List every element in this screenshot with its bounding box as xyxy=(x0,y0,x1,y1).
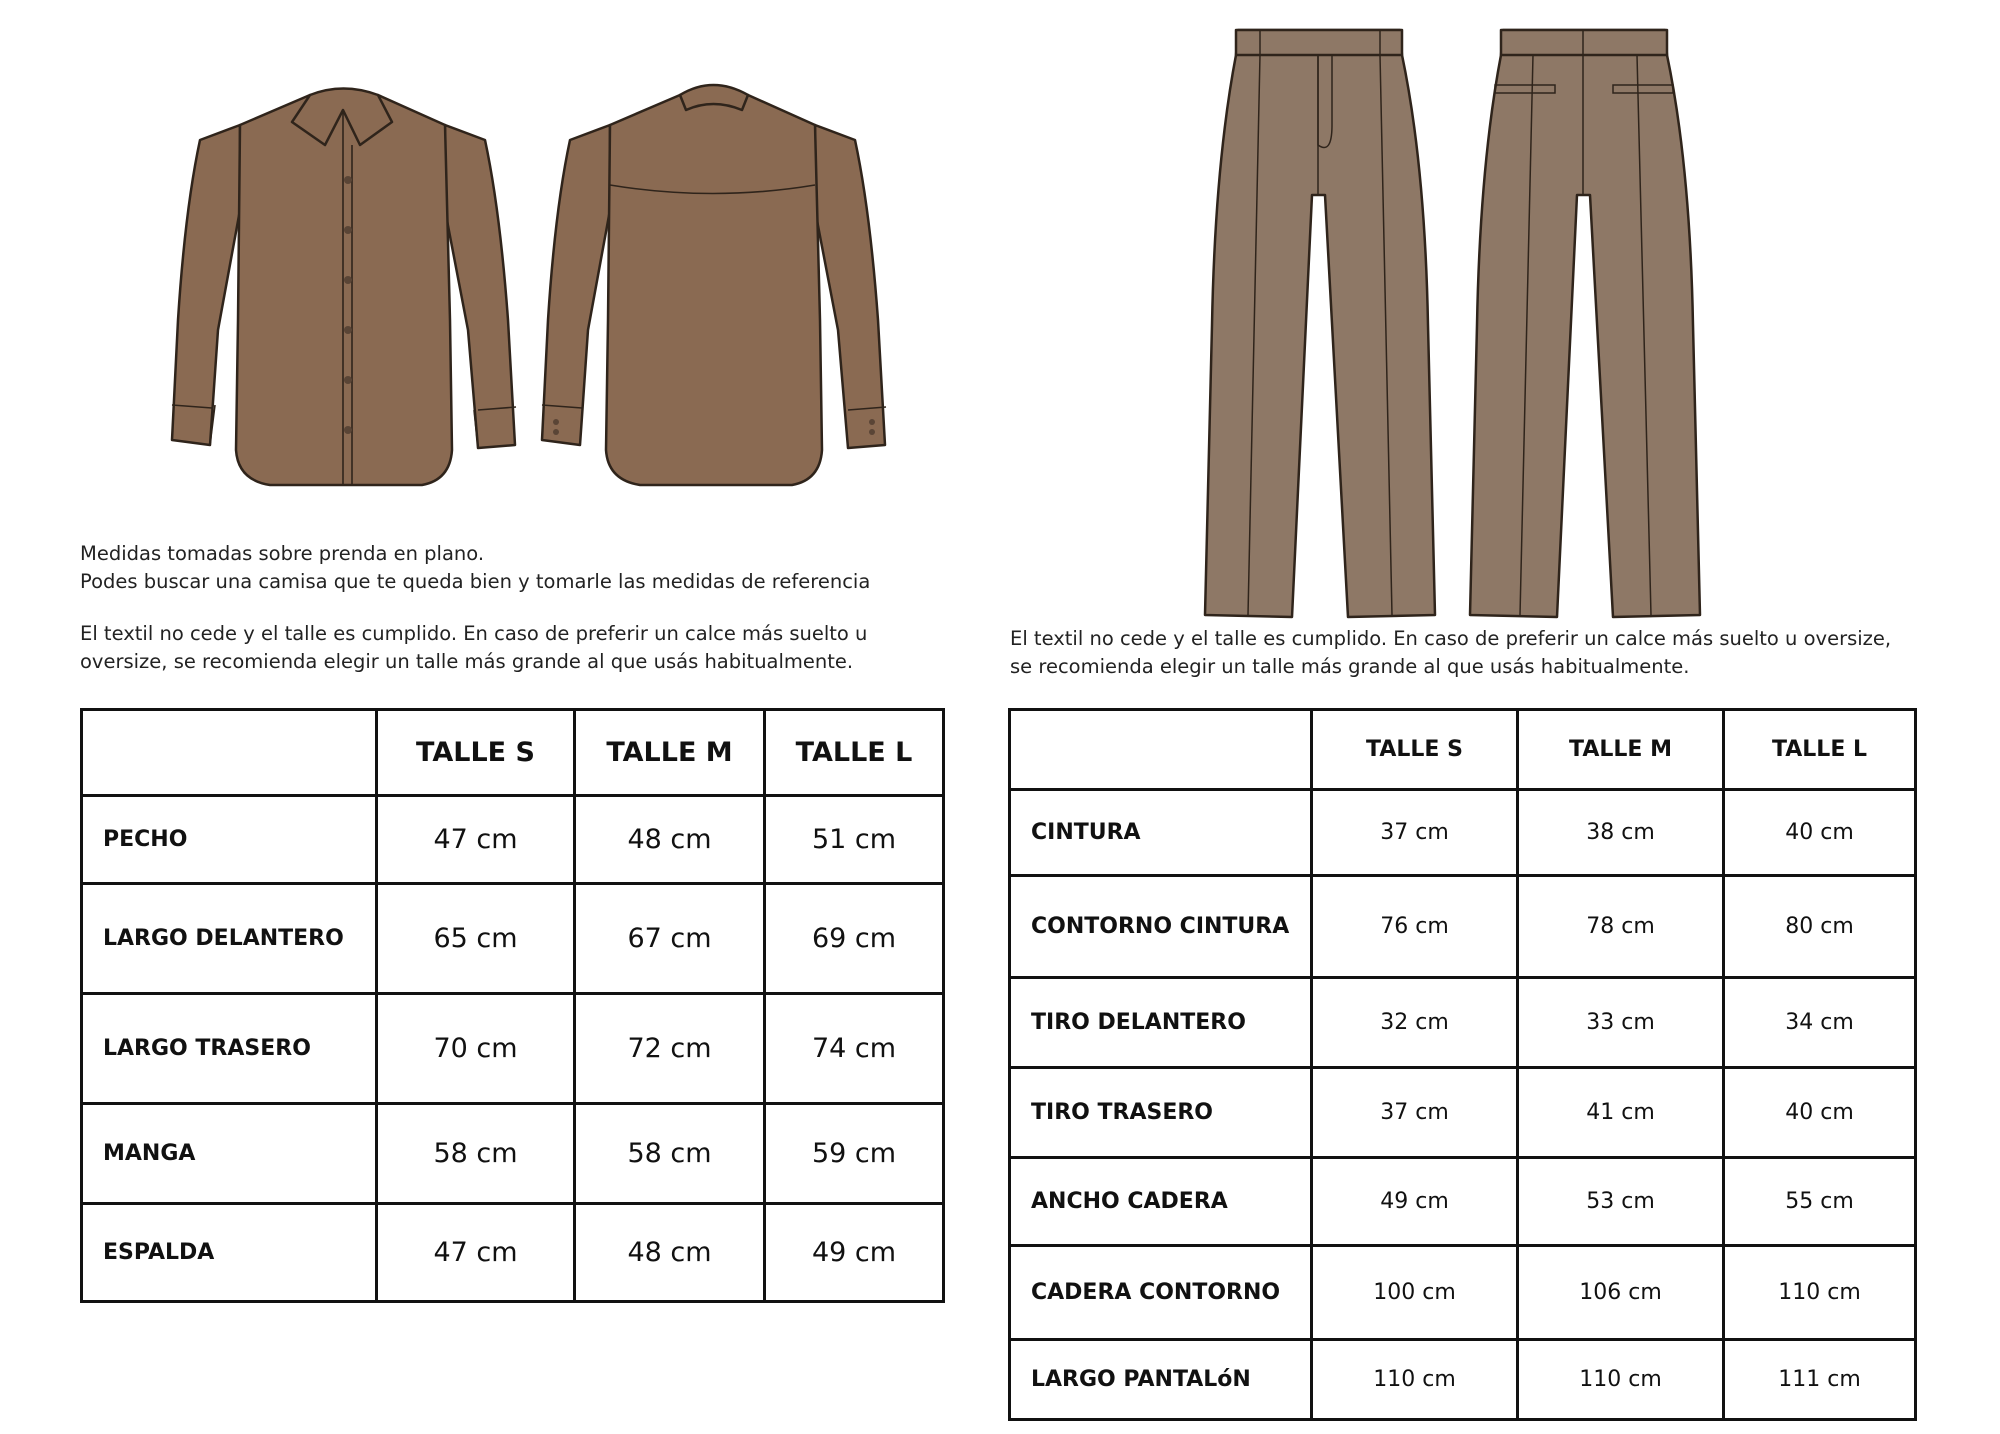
row-label: ANCHO CADERA xyxy=(1010,1158,1312,1246)
cell-value: 49 cm xyxy=(765,1204,944,1302)
table-row xyxy=(82,884,944,994)
cell-value: 33 cm xyxy=(1518,978,1724,1068)
header-talle-s: TALLE S xyxy=(377,710,575,796)
cell-value: 58 cm xyxy=(377,1104,575,1204)
table-row xyxy=(1010,978,1916,1068)
row-label: TIRO DELANTERO xyxy=(1010,978,1312,1068)
cell-value: 69 cm xyxy=(765,884,944,994)
table-row xyxy=(1010,1246,1916,1340)
row-label: PECHO xyxy=(82,796,377,884)
table-row xyxy=(82,1204,944,1302)
shirt-note-measurements xyxy=(80,540,870,596)
cell-value: 40 cm xyxy=(1724,790,1916,876)
table-row xyxy=(1010,876,1916,978)
table-row xyxy=(82,796,944,884)
cell-value: 80 cm xyxy=(1724,876,1916,978)
table-row xyxy=(1010,1068,1916,1158)
table-header-row xyxy=(1010,710,1916,790)
cell-value: 53 cm xyxy=(1518,1158,1724,1246)
cell-value: 37 cm xyxy=(1312,790,1518,876)
pants-note-line-2: se recomienda elegir un talle más grande al que usás habitualmente. xyxy=(1010,655,1690,678)
pants-note-line-1: El textil no cede y el talle es cumplido. En caso de preferir un calce más suelto u oversize, xyxy=(1010,627,1892,650)
pants-back-illustration xyxy=(1465,25,1705,625)
shirt-note-line-2: Podes buscar una camisa que te queda bien y tomarle las medidas de referencia xyxy=(80,570,871,593)
row-label: CINTURA xyxy=(1010,790,1312,876)
cell-value: 72 cm xyxy=(575,994,765,1104)
cell-value: 58 cm xyxy=(575,1104,765,1204)
cell-value: 48 cm xyxy=(575,1204,765,1302)
cell-value: 106 cm xyxy=(1518,1246,1724,1340)
header-talle-m: TALLE M xyxy=(575,710,765,796)
row-label: TIRO TRASERO xyxy=(1010,1068,1312,1158)
cell-value: 70 cm xyxy=(377,994,575,1104)
pants-front-illustration xyxy=(1200,25,1440,625)
cell-value: 76 cm xyxy=(1312,876,1518,978)
cell-value: 55 cm xyxy=(1724,1158,1916,1246)
shirt-note-line-3: El textil no cede y el talle es cumplido. En caso de preferir un calce más suelto u xyxy=(80,622,868,645)
row-label: MANGA xyxy=(82,1104,377,1204)
cell-value: 34 cm xyxy=(1724,978,1916,1068)
cell-value: 41 cm xyxy=(1518,1068,1724,1158)
table-corner-cell xyxy=(1010,710,1312,790)
row-label: LARGO DELANTERO xyxy=(82,884,377,994)
cell-value: 110 cm xyxy=(1724,1246,1916,1340)
pants-note-fit xyxy=(1010,625,1891,681)
row-label: LARGO PANTALóN xyxy=(1010,1340,1312,1420)
row-label: CONTORNO CINTURA xyxy=(1010,876,1312,978)
header-talle-l: TALLE L xyxy=(765,710,944,796)
cell-value: 47 cm xyxy=(377,1204,575,1302)
cell-value: 65 cm xyxy=(377,884,575,994)
cell-value: 74 cm xyxy=(765,994,944,1104)
table-row xyxy=(82,994,944,1104)
shirt-note-line-4: oversize, se recomienda elegir un talle más grande al que usás habitualmente. xyxy=(80,650,854,673)
table-corner-cell xyxy=(82,710,377,796)
table-row xyxy=(1010,790,1916,876)
pants-size-table xyxy=(1008,708,1917,1421)
row-label: CADERA CONTORNO xyxy=(1010,1246,1312,1340)
cell-value: 51 cm xyxy=(765,796,944,884)
cell-value: 37 cm xyxy=(1312,1068,1518,1158)
cell-value: 67 cm xyxy=(575,884,765,994)
table-row xyxy=(1010,1158,1916,1246)
shirt-note-line-1: Medidas tomadas sobre prenda en plano. xyxy=(80,542,485,565)
table-row xyxy=(1010,1340,1916,1420)
shirt-note-fit xyxy=(80,620,867,676)
cell-value: 59 cm xyxy=(765,1104,944,1204)
cell-value: 111 cm xyxy=(1724,1340,1916,1420)
cell-value: 47 cm xyxy=(377,796,575,884)
shirt-back-illustration xyxy=(530,70,900,500)
cell-value: 38 cm xyxy=(1518,790,1724,876)
header-talle-l: TALLE L xyxy=(1724,710,1916,790)
table-row xyxy=(82,1104,944,1204)
shirt-front-illustration xyxy=(160,70,530,500)
cell-value: 49 cm xyxy=(1312,1158,1518,1246)
cell-value: 32 cm xyxy=(1312,978,1518,1068)
header-talle-s: TALLE S xyxy=(1312,710,1518,790)
cell-value: 110 cm xyxy=(1312,1340,1518,1420)
shirt-size-table xyxy=(80,708,945,1303)
cell-value: 110 cm xyxy=(1518,1340,1724,1420)
cell-value: 78 cm xyxy=(1518,876,1724,978)
table-header-row xyxy=(82,710,944,796)
row-label: ESPALDA xyxy=(82,1204,377,1302)
cell-value: 100 cm xyxy=(1312,1246,1518,1340)
header-talle-m: TALLE M xyxy=(1518,710,1724,790)
cell-value: 48 cm xyxy=(575,796,765,884)
cell-value: 40 cm xyxy=(1724,1068,1916,1158)
row-label: LARGO TRASERO xyxy=(82,994,377,1104)
